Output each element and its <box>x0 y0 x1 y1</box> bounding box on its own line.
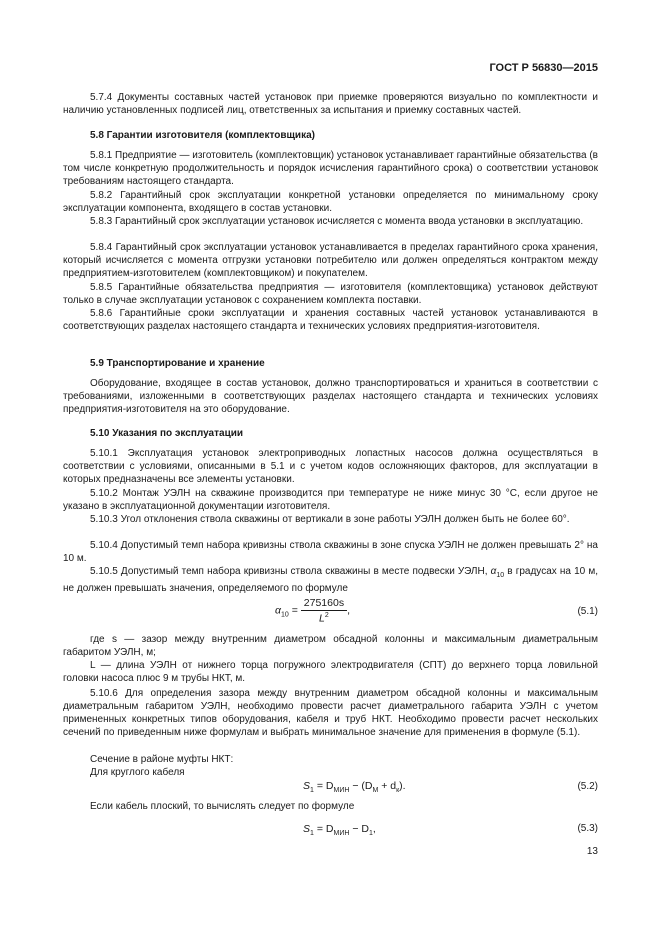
paragraph-5-8-6: 5.8.6 Гарантийные сроки эксплуатации и хранения составных частей установок устанавливаются в соответствующих разделах настоящего стандарта и технических условиях предприятия-изготовителя. <box>63 308 598 332</box>
paragraph-5-8-4: 5.8.4 Гарантийный срок эксплуатации установок устанавливается в пределах гарантийного срока хранения, который исчисляется с момента отгрузки установки потребителю или должен определяться контрактом между предприятием-изготовителем (комплектовщиком) и покупателем. <box>63 242 598 279</box>
flat-cable-label: Если кабель плоский, то вычислять следует по формуле <box>90 801 355 812</box>
section-title-5-9: 5.9 Транспортирование и хранение <box>90 358 265 369</box>
formula-5-2: $S_1 = D_{МИН} - (D_М + d_к)$. <box>303 780 406 795</box>
section-title-5-10: 5.10 Указания по эксплуатации <box>90 428 244 439</box>
equation-number-5-1: (5.1) <box>577 606 598 617</box>
section-nkt-label: Сечение в районе муфты НКТ: <box>90 754 234 765</box>
paragraph-5-9: Оборудование, входящее в состав установок, должно транспортироваться и храниться в соответствии с требованиями, изложенными в соответствующих разделах настоящего стандарта и технических условиях предприятия-изготовителя на это оборудование. <box>63 378 598 415</box>
paragraph-5-10-1: 5.10.1 Эксплуатация установок электроприводных лопастных насосов должна осуществляться в соответствии с условиями, описанными в 5.1 и с учетом кодов осложняющих факторов, для эксплуатации в которых предназначены все элементы установки. <box>63 448 598 485</box>
paragraph-5-8-2: 5.8.2 Гарантийный срок эксплуатации конкретной установки определяется по минимальному сроку эксплуатации компонента, входящего в состав установки. <box>63 190 598 214</box>
paragraph-5-10-4: 5.10.4 Допустимый темп набора кривизны ствола скважины в зоне спуска УЭЛН не должен превышать 2° на 10 м. <box>63 540 598 564</box>
formula-5-3: $S_1 = D_{МИН} - D_1$, <box>303 823 376 838</box>
paragraph-5-10-2: 5.10.2 Монтаж УЭЛН на скважине производится при температуре не ниже минус 30 °С, если другое не указано в эксплуатационной документации изготовителя. <box>63 488 598 512</box>
round-cable-label: Для круглого кабеля <box>90 767 185 778</box>
where-s-definition: где s — зазор между внутренним диаметром обсадной колонны и максимальным диаметральным габаритом УЭЛН, м; <box>63 634 598 658</box>
equation-number-5-2: (5.2) <box>577 781 598 792</box>
fraction: $\frac{275160s}{L^2}$ <box>301 597 347 625</box>
paragraph-5-8-5: 5.8.5 Гарантийные обязательства предприятия — изготовителя (комплектовщика) установок действуют только в случае эксплуатации установок с сохранением комплекта поставки. <box>63 282 598 306</box>
paragraph-5-10-5: 5.10.5 Допустимый темп набора кривизны ствола скважины в месте подвески УЭЛН, $\alpha_{10}$ в градусах на 10 м, не должен превышать значения, определяемого по формуле <box>63 566 599 594</box>
paragraph-5-10-3: 5.10.3 Угол отклонения ствола скважины от вертикали в зоне работы УЭЛН должен быть не более 60°. <box>90 514 570 525</box>
paragraph-5-10-6: 5.10.6 Для определения зазора между внутренним диаметром обсадной колонны и максимальным диаметральным габаритом УЭЛН, необходимо провести расчет диаметрального габарита УЭЛН с учетом примененных конкретных типов оборудования, кабеля и труб НКТ. Необходимо провести расчет нескольких сечений по приведенным ниже формулам и выбрать минимальное значение для применения в формуле (5.1). <box>63 688 598 738</box>
equation-number-5-3: (5.3) <box>577 823 598 834</box>
where-L-definition: L — длина УЭЛН от нижнего торца погружного электродвигателя (СПТ) до верхнего торца ловильной головки насоса плюс 9 м трубы НКТ, м. <box>63 660 598 684</box>
paragraph-5-7-4: 5.7.4 Документы составных частей установок при приемке проверяются визуально по комплектности и наличию установленных подписей лиц, ответственных за испытания и приемку составных частей. <box>63 92 598 116</box>
paragraph-5-8-3: 5.8.3 Гарантийный срок эксплуатации установок исчисляется с момента ввода установки в эксплуатацию. <box>90 216 584 227</box>
page-number: 13 <box>586 846 598 857</box>
formula-5-1: $\alpha_{10}$ = $\frac{275160s}{L^2}$ , <box>275 597 350 625</box>
section-title-5-8: 5.8 Гарантии изготовителя (комплектовщика) <box>90 130 315 141</box>
paragraph-5-8-1: 5.8.1 Предприятие — изготовитель (комплектовщик) установок устанавливает гарантийные обязательства (в том числе конкретную продолжительность и порядок исчисления гарантийного срока) о соответствии установок требованиям настоящего стандарта. <box>63 150 598 187</box>
standard-header: ГОСТ Р 56830—2015 <box>489 62 598 74</box>
